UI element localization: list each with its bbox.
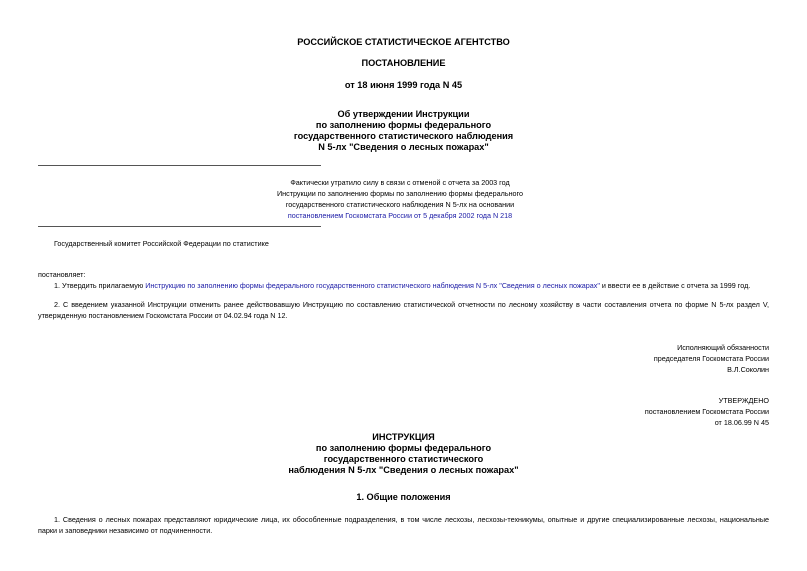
paragraph-2: 2. С введением указанной Инструкции отменить ранее действовавшую Инструкцию по составлению статистической отчетности по лесному хозяйству в части составления отчета по форме N 5-лх раздел V, утвержденную постановлением Госкомстата России от 04.02.94 года N 12. [38,300,769,320]
doc-title-line: N 5-лх "Сведения о лесных пожарах" [318,142,489,152]
doc-title-line: государственного статистического наблюдения [293,131,514,141]
agency-name: РОССИЙСКОЕ СТАТИСТИЧЕСКОЕ АГЕНТСТВО [297,37,510,47]
issuer: Государственный комитет Российской Федерации по статистике [54,239,269,248]
signature-line: Исполняющий обязанности [677,343,769,352]
instruction-title-line: наблюдения N 5-лх "Сведения о лесных пожарах" [288,465,519,475]
doc-title [0,109,807,153]
section-title: 1. Общие положения [356,492,451,502]
status-note-line: Фактически утратило силу в связи с отменой с отчета за 2003 год [290,178,510,187]
instruction-title-line: ИНСТРУКЦИЯ [372,432,435,442]
doc-title-line: по заполнению формы федерального [315,120,492,130]
status-note-line: государственного статистического наблюдения N 5-лх на основании [285,200,515,209]
status-note-link[interactable]: постановлением Госкомстата России от 5 декабря 2002 года N 218 [287,211,513,220]
doc-title-line: Об утверждении Инструкции [337,109,470,119]
instruction-link[interactable]: Инструкцию по заполнению формы федерального государственного статистического наблюдения N 5-лх "Сведения о лесных пожарах" [145,281,600,290]
divider-top [38,165,321,166]
paragraph-1-pre: 1. Утвердить прилагаемую [54,281,146,290]
status-note-line: Инструкции по заполнению формы по заполнению формы федерального [276,189,524,198]
divider-bottom [38,226,321,227]
approved-line: постановлением Госкомстата России [644,407,769,416]
section-paragraph: 1. Сведения о лесных пожарах представляют юридические лица, их обособленные подразделения, в том числе лесхозы, лесхозы-техникумы, опытные и другие специализированные лесхозы, национальные парки и заповедники независимо от подчиненности. [38,515,769,535]
instruction-title-line: по заполнению формы федерального [315,443,492,453]
doc-type: ПОСТАНОВЛЕНИЕ [361,58,446,68]
decides-label: постановляет: [38,270,86,279]
instruction-title-line: государственного статистического [323,454,484,464]
status-note [250,177,550,221]
approved-block [645,395,769,428]
signature-name: В.Л.Соколин [727,365,769,374]
instruction-title [0,432,807,476]
paragraph-1 [54,280,774,291]
signature-line: председателя Госкомстата России [653,354,769,363]
signature-block [654,342,769,375]
doc-date: от 18 июня 1999 года N 45 [344,80,463,90]
paragraph-1-post: и ввести ее в действие с отчета за 1999 год. [599,281,751,290]
approved-line: от 18.06.99 N 45 [714,418,769,427]
approved-line: УТВЕРЖДЕНО [718,396,769,405]
